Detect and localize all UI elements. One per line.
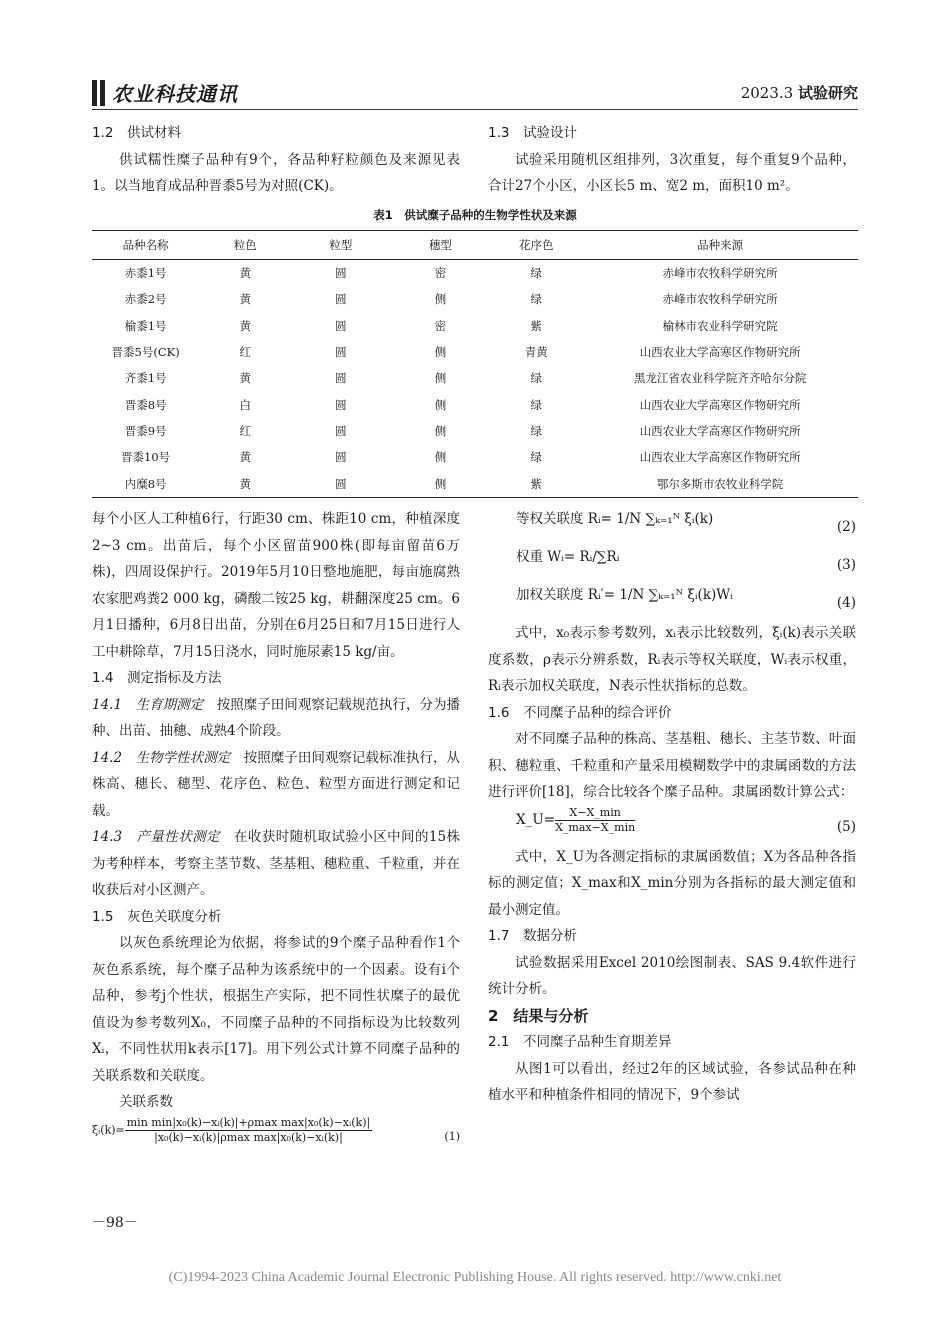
section-1-4-3: 14.3 产量性状测定 在收获时随机取试验小区中间的15株为考种样本，考察主茎节数、茎基粗、穗粒重、千粒重，并在收获后对小区测产。 bbox=[92, 829, 461, 898]
table-cell: 圆 bbox=[335, 292, 347, 307]
table-cell: 晋黍10号 bbox=[121, 450, 171, 465]
table-cell: 绿 bbox=[530, 450, 542, 465]
equation-3: 权重 Wᵢ= Rᵢ/∑Rᵢ (3) bbox=[516, 549, 856, 573]
section-1-7-title: 1.7 数据分析 bbox=[488, 928, 577, 944]
table-cell: 黄 bbox=[239, 371, 251, 386]
section-1-2-title: 1.2 供试材料 bbox=[92, 125, 181, 141]
left-column-lower bbox=[92, 506, 460, 1154]
planting-text: 每个小区人工种植6行，行距30 cm、株距10 cm，种植深度2~3 cm。出苗后，每个小区留苗900株(即每亩留苗6万株)，四周设保护行。2019年5月10日整地施肥，每亩施腐熟农家肥鸡粪2 000 kg，磷酸二铵25 kg，耕翻深度25 cm。6月1日播种，6月8日出苗，分别在6月25日和7月15日进行人工中耕除草，7月15日浇水，同时施尿素15 kg/亩。 bbox=[92, 511, 460, 660]
table-row bbox=[92, 444, 858, 470]
section-1-4-title: 1.4 测定指标及方法 bbox=[92, 670, 222, 686]
table-cell: 黑龙江省农业科学院齐齐哈尔分院 bbox=[633, 371, 807, 386]
table-cell: 黄 bbox=[239, 292, 251, 307]
table-cell: 侧 bbox=[391, 470, 491, 497]
table-1 bbox=[92, 204, 858, 498]
section-2-title: 2 结果与分析 bbox=[488, 1006, 589, 1025]
table-cell: 山西农业大学高寒区作物研究所 bbox=[639, 423, 801, 438]
table-row bbox=[92, 391, 858, 417]
table-cell: 绿 bbox=[530, 423, 542, 438]
table-row bbox=[92, 365, 858, 391]
table-header-row bbox=[92, 231, 858, 260]
equation-explanation: 式中，x₀表示参考数列，xᵢ表示比较数列，ξᵢ(k)表示关联度系数，ρ表示分辨系数，Rᵢ表示等权关联度，Wᵢ表示权重，Rᵢ表示加权关联度，N表示性状指标的总数。 bbox=[488, 625, 856, 694]
variety-table bbox=[92, 230, 858, 498]
table-cell: 青黄 bbox=[524, 345, 548, 360]
section-1-7-text: 试验数据采用Excel 2010绘图制表、SAS 9.4软件进行统计分析。 bbox=[488, 954, 856, 997]
table-row bbox=[92, 286, 858, 312]
section-1-4-1: 14.1 生育期测定 按照糜子田间观察记载规范执行，分为播种、出苗、抽穗、成熟4个阶段。 bbox=[92, 696, 461, 739]
copyright-line: (C)1994-2023 China Academic Journal Electronic Publishing House. All rights reserved. http://www.cnki.net bbox=[168, 1270, 782, 1285]
col-header: 穗型 bbox=[391, 231, 491, 260]
section-1-6-text: 对不同糜子品种的株高、茎基粗、穗长、主茎节数、叶面积、穗粒重、千粒重和产量采用模糊数学中的隶属函数的方法进行评价[18]，综合比较各个糜子品种。隶属函数计算公式： bbox=[488, 731, 856, 800]
table-cell: 侧 bbox=[434, 450, 447, 465]
equation-1: ξᵢ(k)= $\frac{\text{min min|x₀(k)−xᵢ(k)|+ρmax max|x₀(k)−xᵢ(k)|}}{\text{|x₀(k)−xᵢ(k)|ρmax max|x₀(k)−xᵢ(k)|}}$ (1) bbox=[92, 1115, 460, 1144]
table-cell: 侧 bbox=[434, 371, 447, 386]
equation-4: 加权关联度 Rᵢ′= 1/N ∑ₖ₌₁ᴺ ξᵢ(k)Wᵢ (4) bbox=[516, 587, 856, 611]
table-cell: 密 bbox=[434, 318, 447, 333]
table-cell: 晋黍5号(CK) bbox=[111, 345, 180, 360]
table-cell: 白 bbox=[239, 397, 251, 412]
table-cell: 绿 bbox=[530, 292, 542, 307]
table-cell: 圆 bbox=[335, 423, 347, 438]
section-1-5-text: 以灰色系统理论为依据，将参试的9个糜子品种看作1个灰色系系统，每个糜子品种为该系统中的一个因素。设有i个品种，参考j个性状，根据生产实际，把不同性状糜子的最优值设为参考数列X₀，不同糜子品种的不同指标设为比较数列Xᵢ，不同性状用k表示[17]。用下列公式计算不同糜子品种的关联系数和关联度。 bbox=[92, 935, 460, 1084]
table-cell: 紫 bbox=[530, 318, 542, 333]
table-cell: 山西农业大学高寒区作物研究所 bbox=[639, 345, 801, 360]
table-cell: 圆 bbox=[291, 470, 391, 497]
table-cell: 红 bbox=[239, 345, 251, 360]
table-cell: 赤峰市农牧科学研究所 bbox=[662, 266, 778, 281]
col-header: 粒色 bbox=[199, 231, 291, 260]
table-cell: 晋黍8号 bbox=[124, 397, 167, 412]
right-column-top bbox=[488, 120, 856, 200]
table-row bbox=[92, 313, 858, 339]
table-cell: 侧 bbox=[434, 292, 447, 307]
table-row bbox=[92, 339, 858, 365]
table-cell: 赤黍2号 bbox=[124, 292, 167, 307]
header-rule bbox=[92, 109, 858, 110]
table-cell: 黄 bbox=[239, 450, 251, 465]
table-caption: 表1 供试糜子品种的生物学性状及来源 bbox=[373, 208, 577, 222]
table-cell: 圆 bbox=[335, 450, 347, 465]
table-cell: 黄 bbox=[199, 470, 291, 497]
col-header: 品种名称 bbox=[92, 231, 199, 260]
table-cell: 绿 bbox=[530, 266, 542, 281]
equation-5: X_U= $\frac{X-X\_\min}{X\_\max-X\_\min}$ (5) bbox=[516, 805, 856, 835]
col-header: 品种来源 bbox=[582, 231, 858, 260]
table-cell: 赤黍1号 bbox=[124, 266, 167, 281]
page-number: －98－ bbox=[92, 1215, 138, 1231]
equation-5-explanation: 式中，X_U为各测定指标的隶属函数值；X为各品种各指标的测定值；X_max和X_min分别为各指标的最大测定值和最小测定值。 bbox=[488, 848, 856, 918]
table-cell: 鄂尔多斯市农牧业科学院 bbox=[582, 470, 858, 497]
section-1-6-title: 1.6 不同糜子品种的综合评价 bbox=[488, 704, 672, 721]
table-cell: 圆 bbox=[335, 345, 347, 360]
table-cell: 绿 bbox=[530, 371, 542, 386]
table-cell: 侧 bbox=[434, 423, 447, 438]
section-2-1-text: 从图1可以看出，经过2年的区域试验，各参试品种在种植水平和种植条件相同的情况下，9个参试 bbox=[488, 1060, 856, 1103]
table-row bbox=[92, 260, 858, 287]
table-row bbox=[92, 418, 858, 444]
section-1-3-text: 试验采用随机区组排列，3次重复，每个重复9个品种，合计27个小区，小区长5 m、宽2 m，面积10 m²。 bbox=[488, 151, 856, 194]
table-cell: 山西农业大学高寒区作物研究所 bbox=[639, 450, 801, 465]
table-cell: 圆 bbox=[335, 371, 347, 386]
section-1-5-title: 1.5 灰色关联度分析 bbox=[92, 908, 222, 925]
table-cell: 齐黍1号 bbox=[124, 371, 167, 386]
section-1-3-title: 1.3 试验设计 bbox=[488, 125, 577, 141]
journal-logo: 农业科技通讯 bbox=[112, 82, 238, 106]
header-issue: 2023.3 试验研究 bbox=[740, 84, 858, 102]
section-1-2-text: 供试糯性糜子品种有9个，各品种籽粒颜色及来源见表1。以当地育成品种晋黍5号为对照(CK)。 bbox=[92, 151, 460, 194]
table-cell: 黄 bbox=[239, 266, 251, 281]
table-cell: 黄 bbox=[239, 318, 251, 333]
table-row bbox=[92, 470, 858, 497]
col-header: 花序色 bbox=[490, 231, 582, 260]
table-cell: 绿 bbox=[530, 397, 542, 412]
right-column-lower bbox=[488, 506, 856, 1109]
table-cell: 晋黍9号 bbox=[124, 423, 167, 438]
table-cell: 赤峰市农牧科学研究所 bbox=[662, 292, 778, 307]
running-header bbox=[92, 78, 858, 110]
table-cell: 圆 bbox=[335, 266, 347, 281]
table-cell: 榆黍1号 bbox=[124, 318, 167, 333]
table-cell: 山西农业大学高寒区作物研究所 bbox=[639, 397, 801, 412]
left-column-top bbox=[92, 120, 460, 200]
col-header: 粒型 bbox=[291, 231, 391, 260]
table-cell: 内糜8号 bbox=[92, 470, 199, 497]
table-cell: 密 bbox=[434, 266, 447, 281]
equation-2: 等权关联度 Rᵢ= 1/N ∑ₖ₌₁ᴺ ξᵢ(k) (2) bbox=[516, 511, 856, 535]
table-cell: 侧 bbox=[434, 345, 447, 360]
section-2-1-title: 2.1 不同糜子品种生育期差异 bbox=[488, 1034, 672, 1050]
table-cell: 紫 bbox=[490, 470, 582, 497]
coef-label: 关联系数 bbox=[119, 1094, 173, 1110]
table-cell: 圆 bbox=[335, 318, 347, 333]
table-cell: 侧 bbox=[434, 397, 447, 412]
section-1-4-2: 14.2 生物学性状测定 按照糜子田间观察记载标准执行，从株高、穗长、穗型、花序色、粒色、粒型方面进行测定和记载。 bbox=[92, 749, 461, 819]
header-bars-icon bbox=[92, 80, 106, 106]
table-cell: 红 bbox=[239, 423, 251, 438]
table-cell: 榆林市农业科学研究院 bbox=[662, 318, 778, 333]
table-cell: 圆 bbox=[335, 397, 347, 412]
